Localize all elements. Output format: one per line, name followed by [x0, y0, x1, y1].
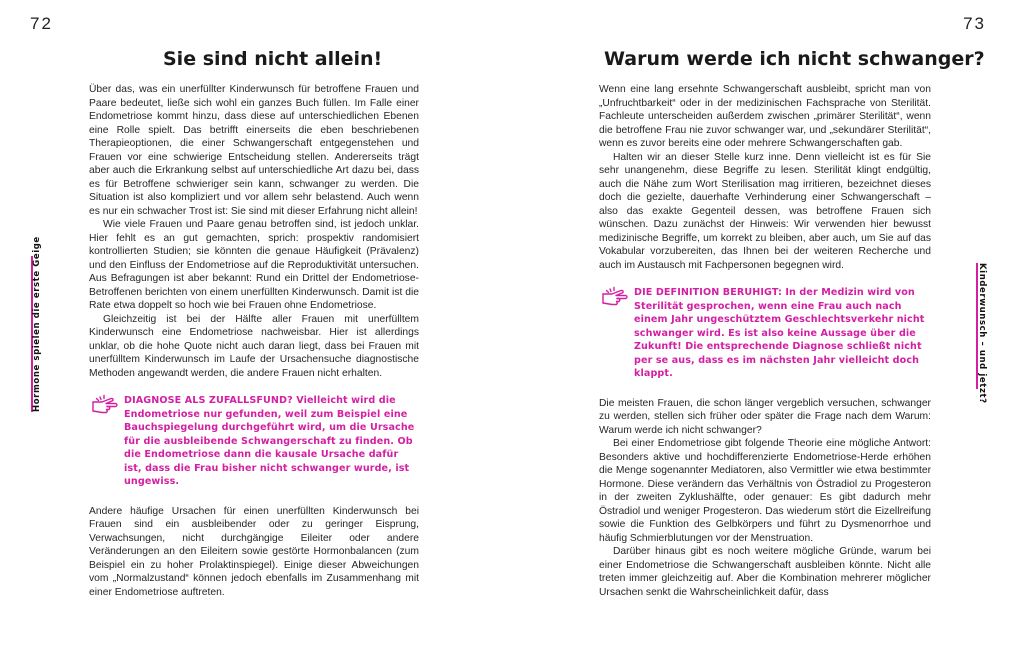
paragraph: Wenn eine lang ersehnte Schwangerschaft ausbleibt, spricht man von „Unfruchtbarkeit“ oder in der medizinischen Fachsprache von Sterilität. Fachleute unterscheiden außerdem zwischen „primärer Sterilität“, wenn die betroffene Frau nie zuvor schwanger war, und „sekundärer Sterilität“, wenn es zuvor bereits eine oder mehrere Schwangerschaften gab. [599, 84, 931, 149]
page-number-left: 72 [30, 14, 53, 33]
side-label-right: Kinderwunsch – und jetzt? [977, 263, 987, 404]
pointing-hand-icon [91, 394, 119, 416]
paragraph: Bei einer Endometriose gibt folgende Theorie eine mögliche Antwort: Besonders aktive und hochdifferenzierte Endometriose-Herde erhöhen die Menge sogenannter Mediatoren, also Vermittler wie etwa bestimmter Hormone. Diese verändern das Verhältnis von Östradiol zu Progesteron in der zweiten Zyklushälfte, oder genauer: Es gibt dadurch mehr Östradiol und weniger Progesteron. Das wiederum stört die Eizellreifung sowie die Funktion des Gelbkörpers und führt zu Dysmenorrhoe und häufig Schmierblutungen vor der Menstruation. [599, 438, 931, 544]
pointing-hand-icon [601, 286, 629, 308]
paragraph: Über das, was ein unerfüllter Kinderwunsch für betroffene Frauen und Paare bedeutet, ließe sich wohl ein ganzes Buch füllen. Im Falle einer Endometriose kommt hinzu, dass diese auf unterschiedlichen Ebenen eine Rolle spielt. Das betrifft einerseits die eben beschriebenen Therapieoptionen, die einer Schwangerschaft entgegenstehen und Frauen vor eine schwierige Entscheidung stellen. Andererseits trägt aber auch die Erkrankung selbst auf unterschiedliche Art dazu bei, dass es für Betroffene schwieriger sein kann, schwanger zu werden. Die Situation ist also kompliziert und vor allem sehr belastend. Auch wenn es nur ein schwacher Trost ist: Sie sind mit dieser Erfahrung nicht allein! [89, 84, 419, 217]
right-column [599, 83, 931, 599]
paragraph: Wie viele Frauen und Paare genau betroffen sind, ist jedoch unklar. Hier fehlt es an gut gemachten, sprich: prospektiv randomisiert kontrollierten Studien; sie könnten die genaue Häufigkeit (Prävalenz) und den Einfluss der Endometriose auf die Reproduktivität untersuchen. Aus Befragungen ist aber bekannt: Rund ein Drittel der Endometriose-Betroffenen berichten von einem unerfüllten Kinderwunsch. Damit ist die Rate etwa doppelt so hoch wie bei Frauen ohne Endometriose. [89, 219, 419, 311]
page-number-right: 73 [963, 14, 986, 33]
side-label-left: Hormone spielen die erste Geige [32, 236, 42, 412]
paragraph: Andere häufige Ursachen für einen unerfüllten Kinderwunsch bei Frauen sind ein ausbleibender oder zu geringer Eisprung, Verwachsungen, nicht durchgängige Eileiter oder andere Veränderungen an den Eileitern sowie gestörte Hormonbalancen (zum Beispiel ein zu hoher Prolaktinspiegel). Einige dieser Abweichungen vom „Normalzustand“ können jedoch ebenfalls im Zusammenhang mit einer Endometriose auftreten. [89, 505, 419, 598]
paragraph: Die meisten Frauen, die schon länger vergeblich versuchen, schwanger zu werden, stellen sich früher oder später die Frage nach dem Warum: Warum werde ich nicht schwanger? [599, 397, 931, 436]
left-column [89, 83, 419, 599]
page-title-right: Warum werde ich nicht schwanger? [604, 48, 985, 70]
paragraph: Halten wir an dieser Stelle kurz inne. Denn vielleicht ist es für Sie sehr unangenehm, diese Begriffe zu lesen. Sterilität klingt endgültig, auch die Nähe zum Wort Sterilisation mag irritieren, bezeichnet dieses doch die gezielte, dauerhafte Verhinderung einer Schwangerschaft – also das exakte Gegenteil dessen, was betroffene Frauen sich wünschen. Dazu zunächst der Hinweis: Wir verwenden hier bewusst medizinische Begriffe, um korrekt zu bleiben, aber auch, um Sie auf das Vokabular vorzubereiten, das Ihnen bei der weiteren Recherche und auch im Austausch mit Fachpersonen begegnen wird. [599, 151, 931, 271]
paragraph: Darüber hinaus gibt es noch weitere mögliche Gründe, warum bei einer Endometriose die Schwangerschaft ausbleiben könnte. Nicht alle treten immer gleichzeitig auf. Aber die Kombination mehrerer möglicher Ursachen senkt die Wahrscheinlichkeit dafür, dass [599, 546, 931, 598]
callout-definition [599, 286, 931, 381]
callout-text: DIE DEFINITION BERUHIGT: In der Medizin wird von Sterilität gesprochen, wenn eine Frau auch nach einem Jahr ungeschütztem Geschlechtsverkehr nicht schwanger wird. Es ist also keine Aussage über die Zukunft! Die entsprechende Diagnose schließt nicht per se aus, dass es im nächsten Jahr vielleicht doch klappt. [634, 287, 925, 379]
page-title-left: Sie sind nicht allein! [163, 48, 383, 70]
callout-diagnosis [89, 394, 419, 489]
paragraph: Gleichzeitig ist bei der Hälfte aller Frauen mit unerfülltem Kinderwunsch eine Endometriose nachweisbar. Hier ist allerdings unklar, ob die hohe Quote nicht auch daran liegt, dass bei Frauen mit unerfülltem Kinderwunsch im Laufe der Ursachensuche diagnostische Methoden angewandt werden, die andere Frauen nicht erhalten. [89, 313, 419, 379]
callout-text: DIAGNOSE ALS ZUFALLSFUND? Vielleicht wird die Endometriose nur gefunden, weil zum Beispiel eine Bauchspiegelung durchgeführt wird, um die Ursache für die ausbleibende Schwangerschaft zu finden. Ob die Endometriose dann die kausale Ursache dafür ist, dass die Frau bisher nicht schwanger wurde, ist ungewiss. [124, 395, 415, 487]
